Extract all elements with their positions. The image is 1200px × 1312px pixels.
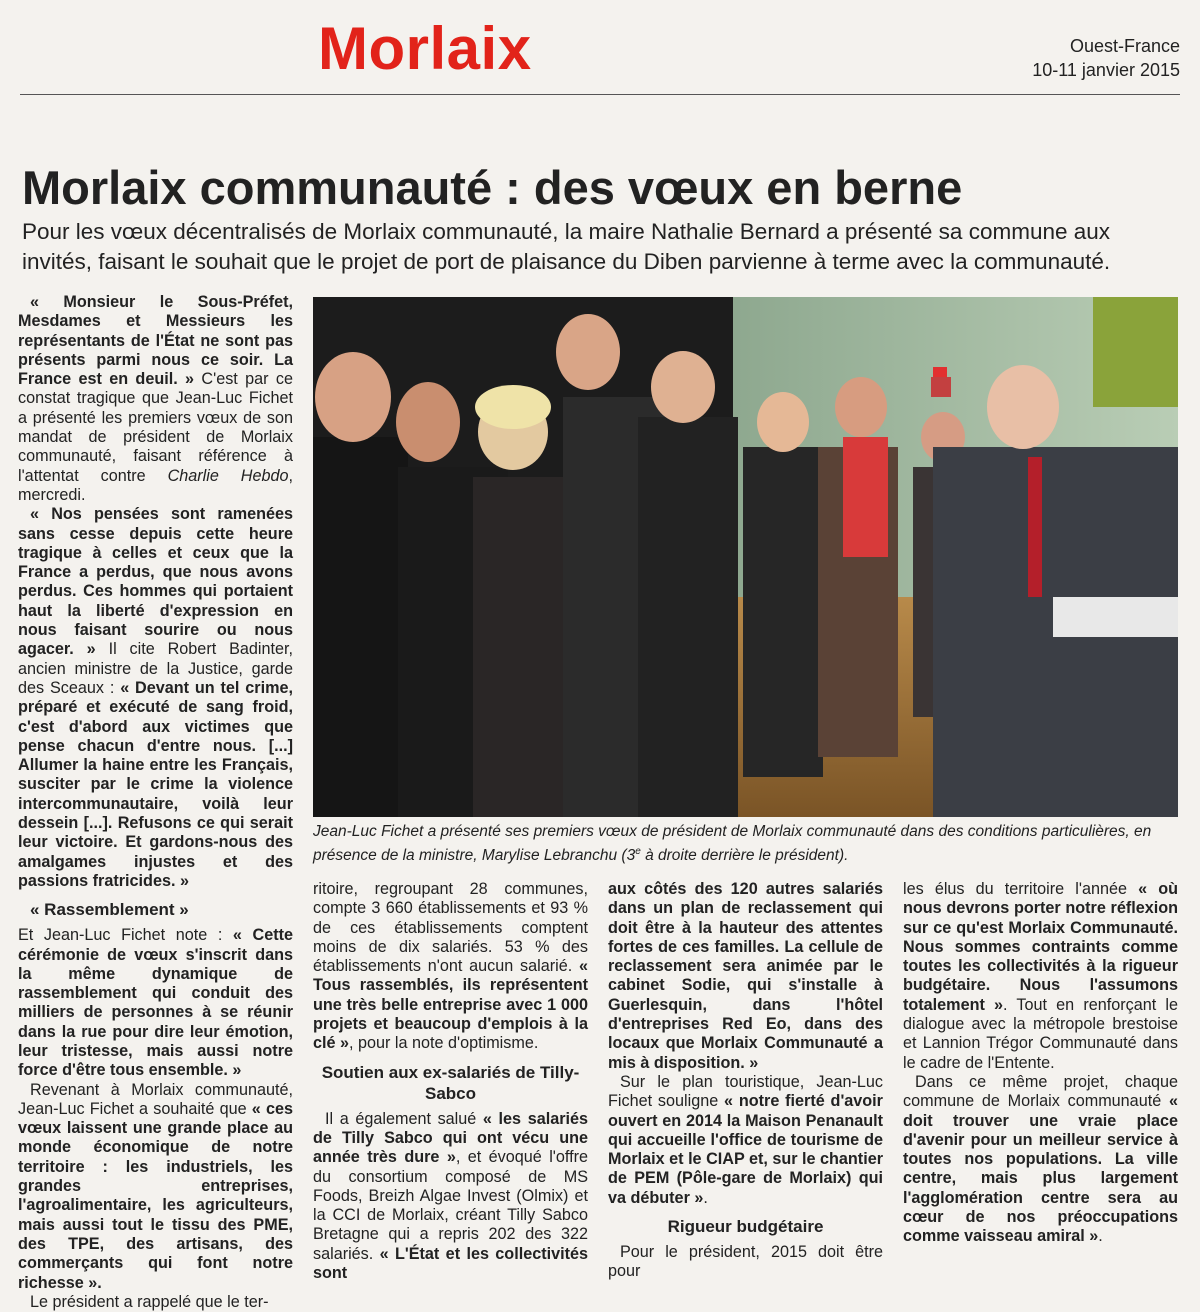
article-column-1 <box>18 293 293 1312</box>
paragraph: Il a également salué « les salariés de Tilly Sabco qui ont vécu une année très dure », et évoqué l'offre du consortium composé de MS Foods, Breizh Algae Invest (Olmix) et la CCI de Morlaix, créant Tilly Sabco Bretagne qui a repris 202 des 322 salariés. « L'État et les collectivités sont <box>313 1109 588 1283</box>
subheading-rassemblement: « Rassemblement » <box>30 900 189 920</box>
subheading-tilly-sabco: Soutien aux ex-salariés de Tilly-Sabco <box>321 1062 580 1103</box>
newspaper-name: Ouest-France <box>1069 36 1180 56</box>
paragraph: Dans ce même projet, chaque commune de Morlaix communauté « doit trouver une vraie place d'avenir pour un meilleur service à toutes nos populations. La ville centre, mais plus largement l'agglomération centre sera au cœur de nos préoccupations comme vaisseau amiral ». <box>903 1072 1178 1246</box>
subheading-rigueur-budgetaire: Rigueur budgétaire <box>667 1217 824 1237</box>
paragraph: Et Jean-Luc Fichet note : « Cette cérémonie de vœux s'inscrit dans la même dynamique de rassemblement qui conduit des milliers de personnes à se réunir dans la rue pour dire leur émotion, leur tristesse, mais aussi notre force d'être tous ensemble. » <box>18 926 293 1080</box>
paragraph: Le président a rappelé que le ter- <box>30 1292 269 1311</box>
article-standfirst: Pour les vœux décentralisés de Morlaix communauté, la maire Nathalie Bernard a présenté sa commune aux invités, faisant le souhait que le projet de port de plaisance du Diben parvienne à terme avec la communauté. <box>22 219 1111 274</box>
paragraph: Sur le plan touristique, Jean-Luc Fichet souligne « notre fierté d'avoir ouvert en 2014 la Maison Penanault qui accueille l'office de tourisme de Morlaix et le CIAP et, sur le chantier de PEM (Pôle-gare de Morlaix) qui va débuter ». <box>608 1072 883 1207</box>
publication-date: 10-11 janvier 2015 <box>1032 60 1180 80</box>
paragraph: les élus du territoire l'année « où nous devrons porter notre réflexion sur ce qu'est Morlaix Communauté. Nous sommes contraints comme toutes les collectivités à la rigueur budgétaire. Nous l'assumons totalement ». Tout en renforçant le dialogue avec la métropole brestoise et Lannion Trégor Communauté dans le cadre de l'Entente. <box>903 880 1178 1072</box>
article-headline: Morlaix communauté : des vœux en berne <box>22 161 963 214</box>
section-title: Morlaix <box>318 15 532 82</box>
photo-caption: Jean-Luc Fichet a présenté ses premiers vœux de président de Morlaix communauté dans des conditions particulières, en présence de la ministre, Marylise Lebranchu (3e à droite derrière le président). <box>313 823 1152 865</box>
paragraph: « Monsieur le Sous-Préfet, Mesdames et Messieurs les représentants de l'État ne sont pas présents parmi nous ce soir. La France est en deuil. » C'est par ce constat tragique que Jean-Luc Fichet a présenté les premiers vœux de son mandat de président de Morlaix communauté, faisant référence à l'attentat contre Charlie Hebdo, mercredi. <box>18 293 293 504</box>
photo-ceremony-illustration <box>313 297 1178 817</box>
article-column-4 <box>903 880 1178 1247</box>
article-photo <box>313 297 1178 817</box>
paragraph: « Nos pensées sont ramenées sans cesse depuis cette heure tragique à celles et ceux que la France a perdus, que nous avons perdus. Ces hommes qui portaient haut la liberté d'expression en nous faisant sourire ou nous agacer. » Il cite Robert Badinter, ancien ministre de la Justice, garde des Sceaux : « Devant un tel crime, préparé et exécuté de sang froid, c'est d'abord aux victimes que pense chacun d'entre nous. [...] Allumer la haine entre les Français, susciter par le crime la violence intercommunautaire, voilà leur dessein [...]. Refusons ce qui serait leur victoire. Et gardons-nous des amalgames injustes et des passions fratricides. » <box>18 505 293 890</box>
article-column-3 <box>608 880 883 1282</box>
article-column-2 <box>313 880 588 1283</box>
paragraph: ritoire, regroupant 28 communes, compte 3 660 établissements et 93 % de ces établissements comptent moins de dix salariés. 53 % des établissements n'ont aucun salarié. « Tous rassemblés, ils représentent une très belle entreprise avec 1 000 projets et beaucoup d'emplois à la clé », pour la note d'optimisme. <box>313 880 588 1053</box>
header-divider <box>20 94 1180 95</box>
paragraph: Pour le président, 2015 doit être pour <box>608 1243 883 1281</box>
page-header <box>0 0 1200 96</box>
publication-info <box>1032 34 1180 82</box>
paragraph: aux côtés des 120 autres salariés dans un plan de reclassement qui doit être à la hauteur des attentes fortes de ces familles. La cellule de reclassement sera animée par le cabinet Sodie, qui s'installe à Guerlesquin, dans l'hôtel d'entreprises Red Eo, dans des locaux que Morlaix Communauté a mis à disposition. » <box>608 880 883 1072</box>
paragraph: Revenant à Morlaix communauté, Jean-Luc Fichet a souhaité que « ces vœux laissent une grande place au monde économique de notre territoire : les industriels, les grandes entreprises, l'agroalimentaire, les agriculteurs, mais aussi tout le tissu des PME, des TPE, des artisans, des commerçants qui font notre richesse ». <box>18 1080 293 1292</box>
